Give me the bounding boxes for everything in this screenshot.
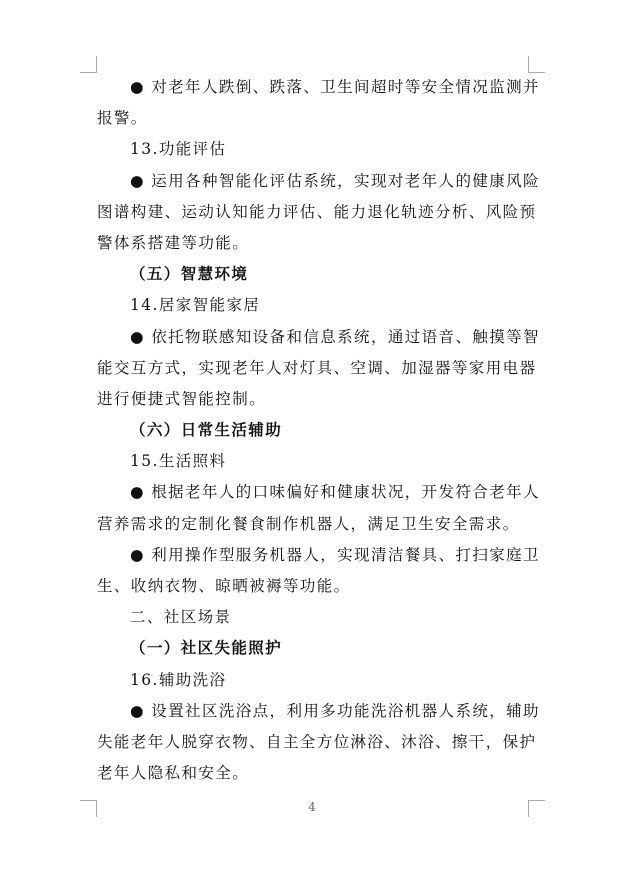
- text-line: ● 设置社区洗浴点，利用多功能洗浴机器人系统，辅助: [130, 701, 540, 720]
- text-line: ● 依托物联感知设备和信息系统，通过语音、触摸等智: [130, 327, 540, 346]
- text-line: 能交互方式，实现老年人对灯具、空调、加湿器等家用电器: [97, 358, 537, 377]
- text-line: 16.辅助洗浴: [130, 670, 227, 689]
- section-subheading: （六）日常生活辅助: [130, 421, 283, 440]
- text-line: ● 运用各种智能化评估系统，实现对老年人的健康风险: [130, 171, 540, 190]
- text-line: 14.居家智能家居: [130, 296, 261, 315]
- text-line: ● 对老年人跌倒、跌落、卫生间超时等安全情况监测并: [130, 78, 540, 96]
- section-subheading: （一）社区失能照护: [130, 639, 283, 658]
- crop-mark-top-left: [80, 56, 97, 73]
- text-line: 图谱构建、运动认知能力评估、能力退化轨迹分析、风险预: [97, 202, 537, 221]
- section-subheading: （五）智慧环境: [130, 265, 249, 284]
- text-line: 13.功能评估: [130, 140, 227, 159]
- document-body: [97, 72, 540, 789]
- text-line: 生、收纳衣物、晾晒被褥等功能。: [97, 577, 351, 595]
- section-heading: 二、社区场景: [130, 608, 232, 627]
- text-line: 进行便捷式智能控制。: [97, 389, 267, 408]
- text-line: ● 利用操作型服务机器人，实现清洁餐具、打扫家庭卫: [130, 545, 540, 564]
- text-line: 老年人隐私和安全。: [97, 764, 250, 783]
- text-line: 营养需求的定制化餐食制作机器人，满足卫生安全需求。: [97, 514, 520, 533]
- text-line: 15.生活照料: [130, 452, 227, 471]
- page-number: 4: [308, 800, 316, 814]
- text-line: 失能老年人脱穿衣物、自主全方位淋浴、沐浴、擦干，保护: [97, 732, 537, 751]
- text-line: 警体系搭建等功能。: [97, 233, 250, 252]
- crop-mark-top-right: [528, 56, 545, 73]
- text-line: 报警。: [97, 109, 148, 128]
- text-line: ● 根据老年人的口味偏好和健康状况，开发符合老年人: [130, 483, 540, 502]
